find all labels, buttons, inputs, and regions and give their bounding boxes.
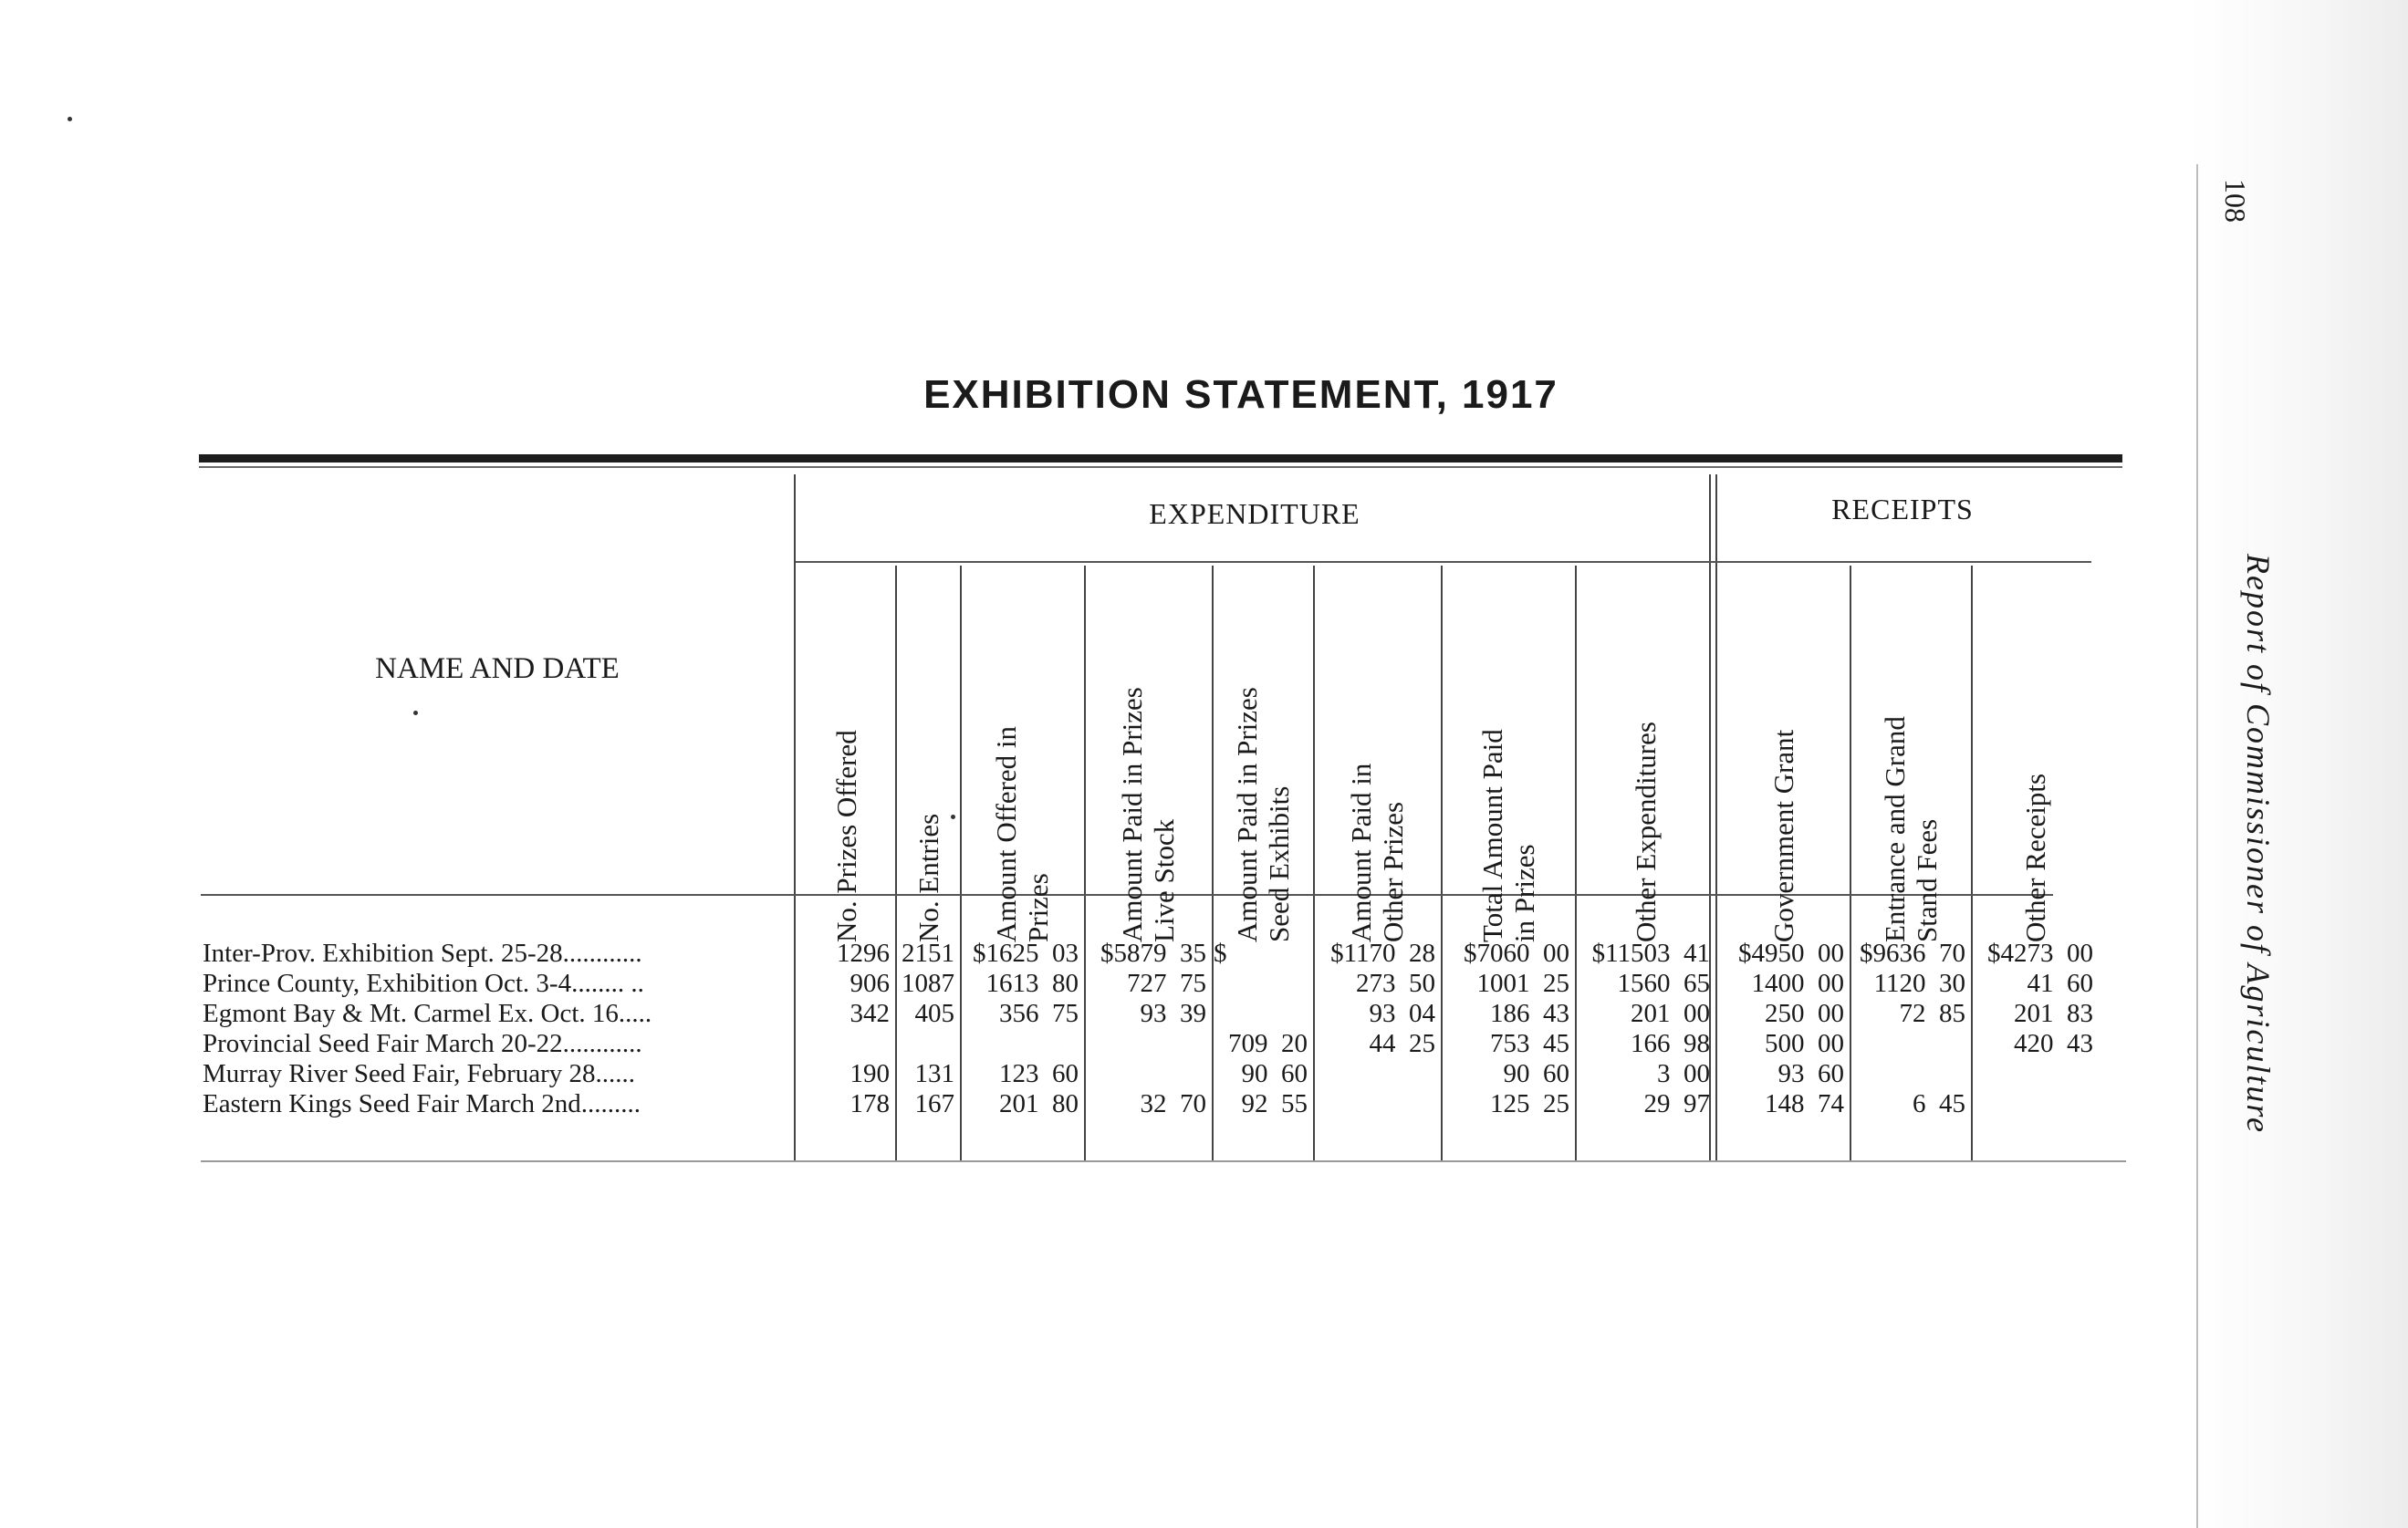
table-cell: $7060 00	[1464, 939, 1569, 968]
column-header-4	[1084, 541, 1212, 942]
table-cell: 1560 65	[1617, 969, 1710, 998]
table-cell: $9636 70	[1860, 939, 1965, 968]
table-cell: 44 25	[1369, 1029, 1435, 1058]
table-cell: 93 60	[1777, 1059, 1844, 1088]
column-header-line: Government Grant	[1767, 729, 1798, 942]
column-header-11	[1971, 541, 2099, 942]
table-cell: $11503 41	[1591, 939, 1710, 968]
table-cell: 405	[914, 999, 954, 1028]
table-cell: 123 60	[999, 1059, 1079, 1088]
table-cell: $	[1214, 939, 1227, 968]
table-cell: 90 60	[1241, 1059, 1308, 1088]
table-cell: 41 60	[2027, 969, 2093, 998]
column-header-6	[1313, 541, 1441, 942]
row-name: Prince County, Exhibition Oct. 3-4........ ..	[203, 969, 644, 998]
table-cell: 1087	[902, 969, 954, 998]
table-cell: 131	[914, 1059, 954, 1088]
table-cell: 72 85	[1899, 999, 1965, 1028]
column-header-line: Stand Fees	[1910, 818, 1943, 942]
table-cell: 148 74	[1765, 1089, 1844, 1118]
table-cell: 753 45	[1490, 1029, 1569, 1058]
column-header-line: Amount Paid in	[1345, 763, 1377, 942]
table-cell: 201 83	[2014, 999, 2093, 1028]
table-cell: $1625 03	[973, 939, 1079, 968]
table-cell: 166 98	[1631, 1029, 1710, 1058]
table-cell: 1400 00	[1751, 969, 1844, 998]
receipts-group-header: RECEIPTS	[1831, 493, 1974, 525]
print-speck	[413, 711, 418, 715]
table-cell: 2151	[902, 939, 954, 968]
title-rule-thick	[199, 454, 2122, 463]
table-cell: 500 00	[1765, 1029, 1844, 1058]
column-header-9	[1719, 541, 1847, 942]
table-cell: 3 00	[1657, 1059, 1710, 1088]
table-title: EXHIBITION STATEMENT, 1917	[923, 372, 1558, 417]
table-cell: 6 45	[1913, 1089, 1965, 1118]
table-cell: $4950 00	[1738, 939, 1844, 968]
column-header-line: Amount Paid in Prizes	[1116, 686, 1148, 942]
table-cell: 125 25	[1490, 1089, 1569, 1118]
table-cell: 178	[850, 1089, 890, 1118]
column-header-line: Other Expenditures	[1629, 721, 1662, 942]
expenditure-group-header: EXPENDITURE	[1149, 497, 1360, 530]
table-cell: $4273 00	[1987, 939, 2093, 968]
column-header-line: No. Prizes Offered	[829, 729, 861, 942]
column-header-line: Live Stock	[1148, 818, 1180, 942]
column-header-line: Prizes	[1022, 872, 1054, 942]
table-cell: 90 60	[1503, 1059, 1569, 1088]
table-cell: 420 43	[2014, 1029, 2093, 1058]
name-and-date-header: NAME AND DATE	[375, 652, 620, 685]
table-bottom-rule	[201, 1160, 2126, 1162]
table-cell: 92 55	[1241, 1089, 1308, 1118]
table-cell: 1120 30	[1873, 969, 1965, 998]
table-cell: 93 04	[1369, 999, 1435, 1028]
column-header-line: Entrance and Grand	[1878, 715, 1911, 942]
column-header-3	[958, 541, 1086, 942]
table-cell: 273 50	[1356, 969, 1435, 998]
column-header-7	[1444, 541, 1572, 942]
column-header-line: No. Entries	[912, 813, 943, 942]
table-cell: 29 97	[1643, 1089, 1710, 1118]
row-name: Egmont Bay & Mt. Carmel Ex. Oct. 16.....	[203, 999, 652, 1028]
table-cell: 201 80	[999, 1089, 1079, 1118]
table-cell: 93 39	[1140, 999, 1206, 1028]
column-header-10	[1847, 541, 1975, 942]
table-cell: 1296	[837, 939, 890, 968]
title-rule-thin	[199, 466, 2122, 468]
table-cell: 709 20	[1228, 1029, 1308, 1058]
print-speck	[68, 117, 72, 121]
table-cell: $5879 35	[1100, 939, 1206, 968]
column-header-8	[1581, 541, 1709, 942]
print-speck	[951, 815, 955, 819]
page-number: 108	[2219, 179, 2253, 223]
row-name: Murray River Seed Fair, February 28......	[203, 1059, 636, 1088]
column-header-line: in Prizes	[1507, 843, 1540, 942]
table-cell: 1613 80	[985, 969, 1079, 998]
row-name: Eastern Kings Seed Fair March 2nd.........	[203, 1089, 641, 1118]
table-cell: $1170 28	[1330, 939, 1435, 968]
column-header-line: Amount Offered in	[990, 725, 1022, 942]
table-cell: 32 70	[1140, 1089, 1206, 1118]
column-header-line: Amount Paid in Prizes	[1230, 686, 1263, 942]
table-cell: 906	[850, 969, 890, 998]
table-cell: 250 00	[1765, 999, 1844, 1028]
table-cell: 201 00	[1631, 999, 1710, 1028]
table-cell: 727 75	[1127, 969, 1206, 998]
column-header-line: Other Receipts	[2018, 773, 2051, 942]
page-fold-line	[2196, 164, 2198, 1528]
table-cell: 356 75	[999, 999, 1079, 1028]
table-cell: 1001 25	[1476, 969, 1569, 998]
table-cell: 186 43	[1490, 999, 1569, 1028]
running-head: Report of Commissioner of Agriculture	[2240, 554, 2277, 1134]
column-header-line: Other Prizes	[1377, 801, 1409, 942]
table-cell: 342	[850, 999, 890, 1028]
row-name: Provincial Seed Fair March 20-22............	[203, 1029, 642, 1058]
table-cell: 190	[850, 1059, 890, 1088]
column-header-line: Seed Exhibits	[1262, 785, 1295, 942]
table-cell: 167	[914, 1089, 954, 1118]
row-name: Inter-Prov. Exhibition Sept. 25-28............	[203, 939, 642, 968]
column-header-line: Total Amount Paid	[1475, 728, 1508, 942]
column-header-5	[1199, 541, 1327, 942]
